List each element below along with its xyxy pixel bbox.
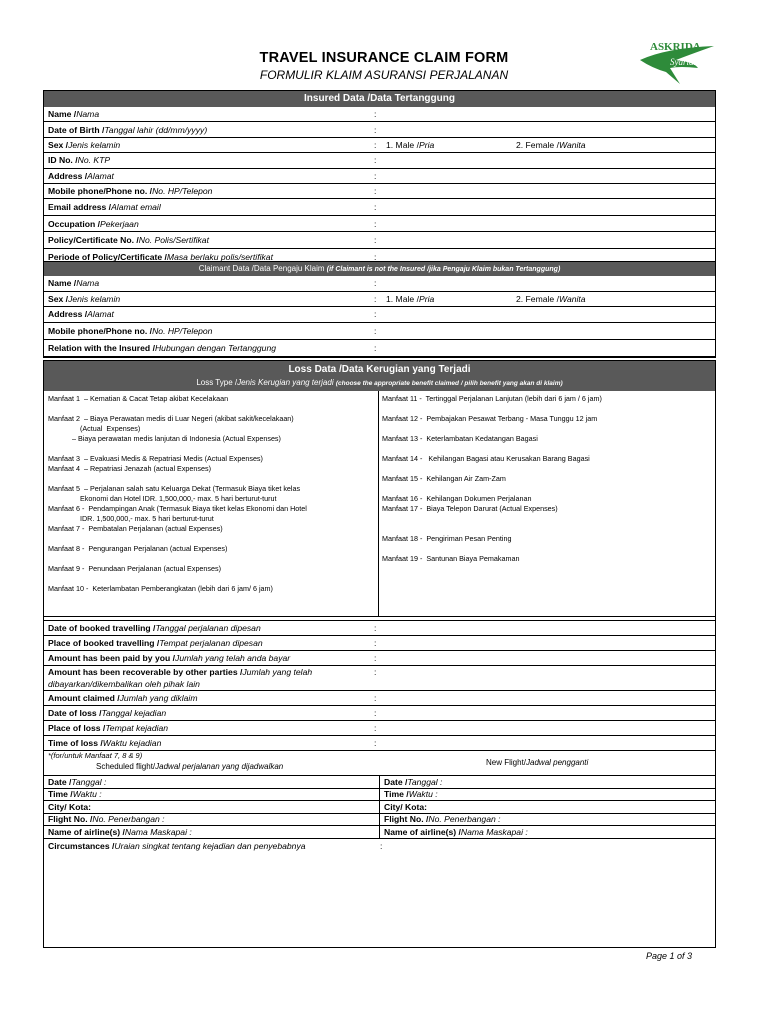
benefit-option[interactable]: Ekonomi dan Hotel IDR. 1,500,000,- max. 5 hari berturut-turut [48, 494, 277, 503]
askrida-logo [636, 38, 716, 88]
colon-separator [374, 678, 382, 691]
form-row [44, 137, 715, 152]
benefit-option[interactable]: Manfaat 18 - Pengiriman Pesan Penting [382, 534, 512, 543]
new-flight-field[interactable]: Flight No. /No. Penerbangan : [380, 813, 716, 826]
scheduled-flight-field[interactable]: Time /Waktu : [44, 788, 380, 801]
eagle-logo-icon [636, 38, 716, 88]
label-id: Jenis kelamin [68, 139, 121, 150]
colon-separator: : [374, 307, 382, 323]
label-id: Tanggal lahir (dd/mm/yyyy) [104, 124, 208, 135]
field-label [44, 721, 374, 736]
benefit-spacer [48, 474, 378, 484]
field-label [44, 736, 374, 751]
label-en: Amount claimed / [48, 693, 120, 703]
form-row [44, 183, 715, 198]
field-label [44, 168, 374, 183]
label-en: Address / [48, 309, 88, 320]
claimant-section [43, 262, 716, 358]
field-label [44, 199, 374, 216]
benefit-spacer [382, 544, 712, 554]
field-value[interactable] [382, 651, 715, 666]
form-row [44, 232, 715, 249]
form-row [44, 307, 715, 323]
field-value[interactable] [382, 691, 715, 706]
label-id: Tanggal kejadian [101, 708, 167, 718]
form-row [44, 691, 715, 706]
label-en: Place of loss / [48, 723, 106, 733]
insured-header: Insured Data /Data Tertanggung [44, 91, 715, 107]
sex-option-male[interactable]: 1. Male /Pria [386, 293, 435, 304]
label-en: Amount has been paid by you / [48, 653, 176, 663]
benefit-option[interactable]: Manfaat 6 - Pendampingan Anak (Termasuk Biaya tiket kelas Ekonomi dan Hotel [48, 504, 307, 513]
insured-table [44, 107, 715, 265]
flight-table [44, 776, 715, 839]
form-row [44, 678, 715, 691]
field-label [44, 339, 374, 356]
field-value[interactable] [382, 215, 715, 232]
label-en: Policy/Certificate No. / [48, 235, 139, 246]
label-en: ID No. / [48, 155, 78, 166]
benefit-option[interactable]: Manfaat 17 - Biaya Telepon Darurat (Actual Expenses) [382, 504, 558, 513]
scheduled-flight-field[interactable]: Date /Tanggal : [44, 776, 380, 788]
form-row [44, 636, 715, 651]
label-id: Tempat kejadian [105, 723, 169, 733]
label-en: Amount has been recoverable by other parties / [48, 667, 243, 677]
label-id: dibayarkan/dikembalikan oleh pihak lain [48, 679, 200, 689]
field-value[interactable] [382, 621, 715, 636]
benefit-spacer [382, 404, 712, 414]
label-id: Alamat [87, 170, 114, 181]
benefit-option[interactable]: – Biaya perawatan medis lanjutan di Indonesia (Actual Expenses) [48, 434, 281, 443]
label-en: Date of loss / [48, 708, 102, 718]
field-label [44, 276, 374, 291]
sex-option-male[interactable]: 1. Male /Pria [386, 139, 435, 150]
form-row [44, 322, 715, 339]
form-row [44, 706, 715, 721]
label-en: Address / [48, 170, 88, 181]
scheduled-flight-field[interactable]: Flight No. /No. Penerbangan : [44, 813, 380, 826]
flight-row [44, 813, 715, 826]
benefit-spacer [382, 424, 712, 434]
label-en: Sex / [48, 139, 69, 150]
benefit-spacer [48, 404, 378, 414]
form-row [44, 215, 715, 232]
flight-row [44, 801, 715, 814]
field-label [44, 691, 374, 706]
field-value[interactable] [382, 706, 715, 721]
benefit-spacer [382, 484, 712, 494]
form-row [44, 168, 715, 183]
colon-separator: : [374, 322, 382, 339]
label-id: No. KTP [77, 155, 111, 166]
field-value[interactable] [382, 168, 715, 183]
form-subtitle: FORMULIR KLAIM ASURANSI PERJALANAN [259, 68, 509, 82]
loss-section [43, 360, 716, 948]
claimant-table [44, 276, 715, 357]
form-row [44, 153, 715, 168]
new-flight-field[interactable]: Date /Tanggal : [380, 776, 716, 788]
field-label [44, 307, 374, 323]
circumstances-label: Circumstances / [48, 840, 115, 851]
field-value[interactable] [382, 107, 715, 122]
colon-separator: : [374, 153, 382, 168]
field-label [44, 651, 374, 666]
new-flight-field[interactable]: Time /Waktu : [380, 788, 716, 801]
loss-header: Loss Data /Data Kerugian yang Terjadi Loss Type /Jenis Kerugian yang terjadi (choose the appropriate benefit claimed / pilih benefit yang akan di klaim) [44, 361, 715, 391]
field-label [44, 706, 374, 721]
label-en: Sex / [48, 293, 69, 304]
field-value[interactable] [382, 678, 715, 691]
label-en: Occupation / [48, 218, 101, 229]
claimant-header: Claimant Data /Data Pengaju Klaim (if Claimant is not the Insured /jika Pengaju Klaim bukan Tertanggung) [44, 262, 715, 276]
label-en: Date of booked travelling / [48, 623, 156, 633]
form-row [44, 199, 715, 216]
field-value[interactable] [382, 322, 715, 339]
label-id: Alamat email [111, 202, 161, 213]
benefits-right-column [382, 394, 712, 564]
colon-separator: : [374, 636, 382, 651]
colon-separator: : [374, 232, 382, 249]
field-label [44, 322, 374, 339]
field-value[interactable] [382, 276, 715, 291]
benefit-option[interactable]: Manfaat 13 - Keterlambatan Kedatangan Bagasi [382, 434, 538, 443]
scheduled-flight-field[interactable]: City/ Kota: [44, 801, 380, 814]
colon-separator: : [374, 667, 377, 677]
benefit-option[interactable]: Manfaat 12 - Pembajakan Pesawat Terbang - Masa Tunggu 12 jam [382, 414, 598, 423]
logo-text-syariah: Syariah [670, 57, 698, 67]
field-label [44, 232, 374, 249]
colon-separator: : [374, 183, 382, 198]
circumstances-field[interactable]: Circumstances /Uraian singkat tentang kejadian dan penyebabnya : [48, 840, 383, 851]
form-row [44, 736, 715, 751]
benefit-option[interactable]: Manfaat 1 – Kematian & Cacat Tetap akibat Kecelakaan [48, 394, 229, 403]
scheduled-flight-field[interactable]: Name of airline(s) /Nama Maskapai : [44, 826, 380, 839]
benefit-option[interactable]: Manfaat 15 - Kehilangan Air Zam-Zam [382, 474, 506, 483]
form-row [44, 621, 715, 636]
label-id: Jumlah yang diklaim [119, 693, 198, 703]
label-id: Pekerjaan [100, 218, 139, 229]
colon-separator: : [374, 291, 382, 307]
benefit-list [44, 391, 715, 617]
colon-separator: : [374, 107, 382, 122]
benefit-spacer [382, 524, 712, 534]
label-id: Jumlah yang telah [242, 667, 313, 677]
benefit-option[interactable]: Manfaat 16 - Kehilangan Dokumen Perjalanan [382, 494, 532, 503]
circumstances-label-id: Uraian singkat tentang kejadian dan penyebabnya [114, 840, 306, 851]
new-flight-field[interactable]: City/ Kota: [380, 801, 716, 814]
label-en: Mobile phone/Phone no. / [48, 325, 153, 336]
benefit-option[interactable]: Manfaat 14 - Kehilangan Bagasi atau Kerusakan Barang Bagasi [382, 454, 590, 463]
benefit-spacer [48, 534, 378, 544]
benefit-option[interactable]: Manfaat 3 – Evakuasi Medis & Repatriasi Medis (Actual Expenses) [48, 454, 263, 463]
colon-separator: : [374, 651, 382, 666]
field-label [44, 122, 374, 137]
insured-section [43, 90, 716, 262]
label-id: Hubungan dengan Tertanggung [154, 342, 277, 353]
colon-separator: : [374, 199, 382, 216]
label-id: Jumlah yang telah anda bayar [175, 653, 291, 663]
benefit-option[interactable]: Manfaat 5 – Perjalanan salah satu Keluarga Dekat (Termasuk Biaya tiket kelas [48, 484, 301, 493]
field-value[interactable] [382, 339, 715, 356]
colon-separator: : [374, 736, 382, 751]
manfaat-note: *(for/untuk Manfaat 7, 8 & 9) [48, 751, 143, 760]
label-en: Name / [48, 278, 77, 289]
field-label [44, 678, 374, 691]
label-en: Mobile phone/Phone no. / [48, 186, 153, 197]
benefit-spacer [48, 554, 378, 564]
field-value[interactable] [382, 199, 715, 216]
colon-separator: : [374, 168, 382, 183]
benefit-option[interactable]: Manfaat 19 - Santunan Biaya Pemakaman [382, 554, 520, 563]
colon-separator: : [374, 122, 382, 137]
form-row [44, 666, 715, 679]
field-value[interactable] [382, 666, 715, 679]
field-label [44, 215, 374, 232]
label-id: Masa berlaku polis/sertifikat [166, 251, 273, 262]
label-id: No. HP/Telepon [152, 325, 213, 336]
label-en: Relation with the Insured / [48, 342, 155, 353]
colon-separator: : [374, 691, 382, 706]
field-value[interactable] [382, 153, 715, 168]
label-id: Tempat perjalanan dipesan [159, 638, 263, 648]
new-flight-field[interactable]: Name of airline(s) /Nama Maskapai : [380, 826, 716, 839]
field-value[interactable] [382, 636, 715, 651]
field-label [44, 183, 374, 198]
label-en: Name / [48, 109, 77, 120]
field-value[interactable] [382, 736, 715, 751]
benefit-option[interactable]: Manfaat 8 - Pengurangan Perjalanan (actual Expenses) [48, 544, 228, 553]
label-id: Jenis kelamin [68, 293, 121, 304]
field-label [44, 153, 374, 168]
label-en: Email address / [48, 202, 112, 213]
label-id: Waktu kejadian [102, 738, 162, 748]
colon-separator: : [374, 721, 382, 736]
form-row [44, 291, 715, 307]
field-value[interactable] [382, 291, 715, 307]
colon-separator: : [374, 706, 382, 721]
label-en: Place of booked travelling / [48, 638, 160, 648]
page-number: Page 1 of 3 [646, 951, 693, 961]
flight-row [44, 826, 715, 839]
benefit-spacer [48, 444, 378, 454]
colon-separator: : [374, 215, 382, 232]
logo-text-askrida: ASKRIDA [650, 41, 701, 53]
sex-option-female[interactable]: 2. Female /Wanita [516, 139, 586, 150]
benefits-left-column [48, 394, 378, 594]
form-row [44, 107, 715, 122]
form-row [44, 122, 715, 137]
field-value[interactable] [382, 137, 715, 152]
flight-row [44, 788, 715, 801]
benefit-option[interactable]: Manfaat 10 - Keterlambatan Pemberangkatan (lebih dari 6 jam/ 6 jam) [48, 584, 273, 593]
field-label [44, 621, 374, 636]
new-flight-label: New Flight/Jadwal pengganti [486, 758, 589, 767]
label-en: Date of Birth / [48, 124, 105, 135]
field-value[interactable] [382, 122, 715, 137]
form-title: TRAVEL INSURANCE CLAIM FORM [259, 50, 509, 66]
colon-separator: : [374, 339, 382, 356]
field-label [44, 666, 374, 679]
field-value[interactable] [382, 232, 715, 249]
benefit-spacer [382, 514, 712, 524]
field-label [44, 636, 374, 651]
colon-separator: : [374, 276, 382, 291]
benefit-option[interactable]: IDR. 1,500,000,- max. 5 hari berturut-turut [48, 514, 214, 523]
label-id: Alamat [87, 309, 114, 320]
flight-row [44, 776, 715, 788]
colon-separator: : [374, 248, 382, 265]
label-id: Nama [76, 109, 100, 120]
benefit-option[interactable]: Manfaat 4 – Repatriasi Jenazah (actual Expenses) [48, 464, 212, 473]
label-id: Nama [76, 278, 100, 289]
form-row [44, 276, 715, 291]
field-label [44, 291, 374, 307]
field-label [44, 137, 374, 152]
colon-separator: : [374, 621, 382, 636]
benefit-option[interactable]: Manfaat 9 - Penundaan Perjalanan (actual Expenses) [48, 564, 222, 573]
scheduled-flight-label: Scheduled flight/Jadwal perjalanan yang dijadwalkan [96, 762, 284, 771]
field-value[interactable] [382, 183, 715, 198]
form-row [44, 339, 715, 356]
form-row [44, 651, 715, 666]
label-id: No. Polis/Sertifikat [138, 235, 209, 246]
benefit-spacer [382, 464, 712, 474]
colon-separator: : [374, 137, 382, 152]
benefit-option[interactable]: Manfaat 2 – Biaya Perawatan medis di Luar Negeri (akibat sakit/kecelakaan) [48, 414, 294, 423]
label-id: No. HP/Telepon [152, 186, 213, 197]
benefit-option[interactable]: Manfaat 11 - Tertinggal Perjalanan Lanjutan (lebih dari 6 jam / 6 jam) [382, 394, 602, 403]
label-en: Time of loss / [48, 738, 103, 748]
benefit-spacer [48, 574, 378, 584]
label-en: Periode of Policy/Certificate / [48, 251, 167, 262]
field-value[interactable] [382, 307, 715, 323]
field-label [44, 107, 374, 122]
benefit-option[interactable]: Manfaat 7 - Pembatalan Perjalanan (actual Expenses) [48, 524, 223, 533]
loss-table [44, 621, 715, 751]
benefit-option[interactable]: (Actual Expenses) [48, 424, 141, 433]
sex-option-female[interactable]: 2. Female /Wanita [516, 293, 586, 304]
form-row [44, 721, 715, 736]
benefits-divider [378, 391, 379, 616]
label-id: Tanggal perjalanan dipesan [155, 623, 261, 633]
field-value[interactable] [382, 721, 715, 736]
benefit-spacer [382, 444, 712, 454]
